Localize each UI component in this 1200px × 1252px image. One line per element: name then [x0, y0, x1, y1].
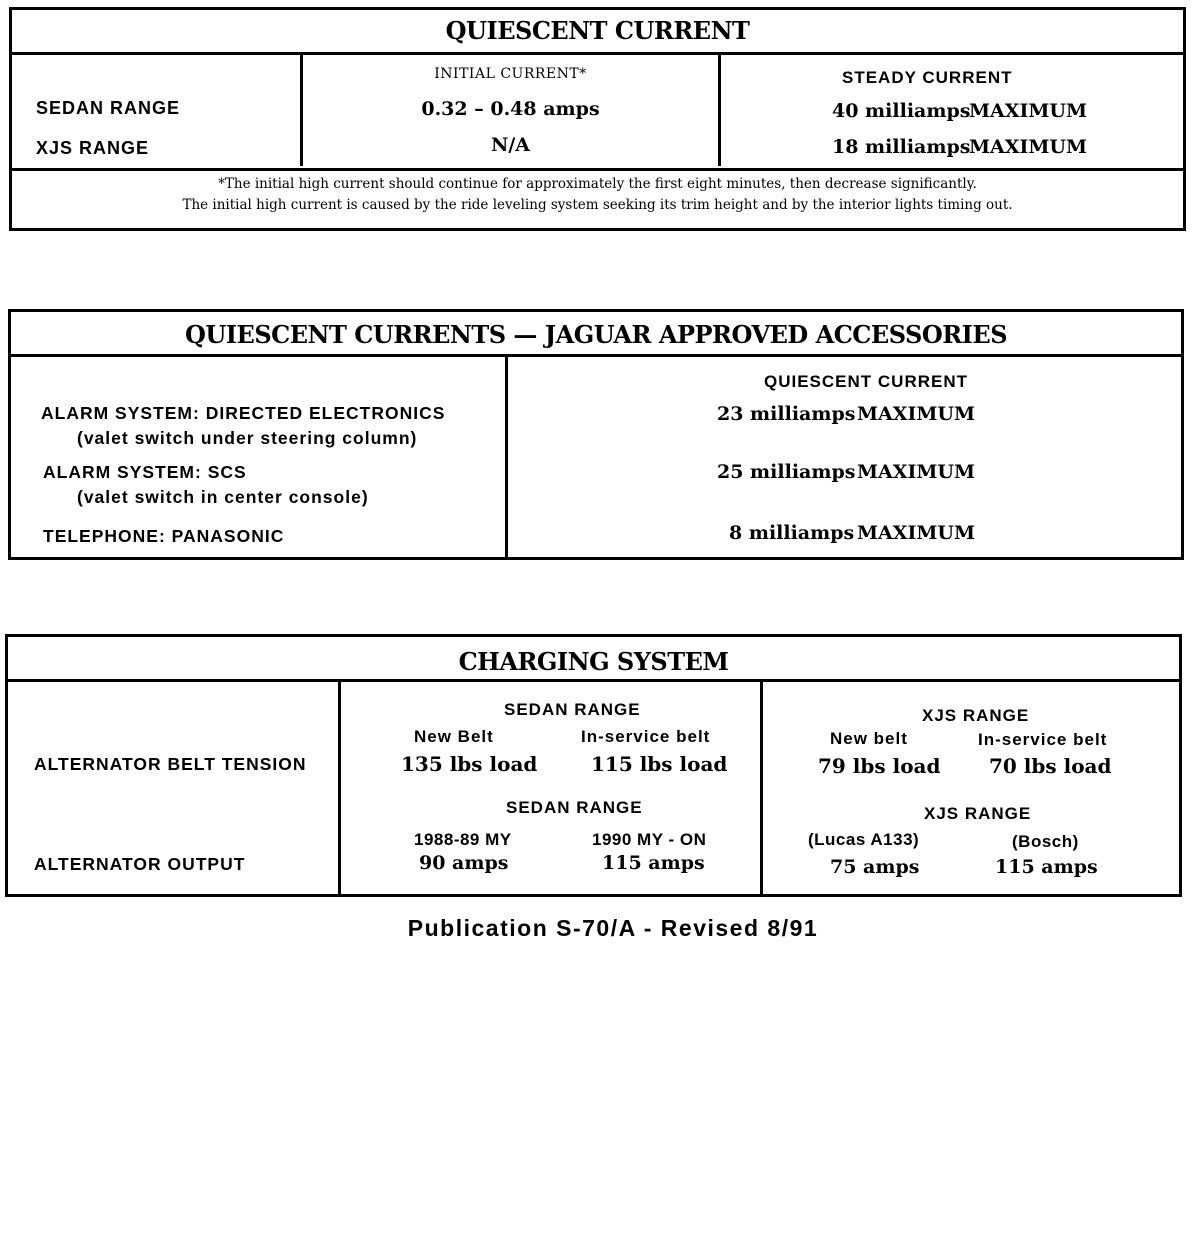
divider — [718, 52, 721, 166]
accessory-note-directed: MAXIMUM — [857, 403, 976, 425]
accessory-note-scs: MAXIMUM — [857, 461, 976, 483]
accessory-value-telephone: 8 milliamps — [729, 522, 855, 544]
sedan-belt-inservice-value: 115 lbs load — [591, 752, 728, 776]
steady-note-sedan: MAXIMUM — [969, 100, 1088, 122]
accessory-label-scs: ALARM SYSTEM: SCS — [43, 462, 247, 482]
divider — [12, 52, 1183, 55]
accessory-label-directed: ALARM SYSTEM: DIRECTED ELECTRONICS — [41, 403, 446, 423]
steady-current-xjs: 18 milliamps — [832, 136, 971, 158]
accessory-note-telephone: MAXIMUM — [857, 522, 976, 544]
xjs-belt-new-value: 79 lbs load — [818, 754, 941, 778]
xjs-belt-inservice-value: 70 lbs load — [989, 754, 1112, 778]
sedan-output-1988-value: 90 amps — [419, 852, 509, 874]
sedan-output-1990-header: 1990 MY - ON — [592, 830, 707, 849]
accessory-label-telephone: TELEPHONE: PANASONIC — [43, 526, 285, 546]
xjs-belt-inservice-header: In-service belt — [978, 730, 1108, 749]
sedan-belt-inservice-header: In-service belt — [581, 727, 711, 746]
accessory-sub-directed: (valet switch under steering column) — [77, 428, 418, 448]
steady-note-xjs: MAXIMUM — [969, 136, 1088, 158]
quiescent-current-title: QUIESCENT CURRENT — [445, 16, 750, 45]
accessory-sub-scs: (valet switch in center console) — [77, 487, 369, 507]
sedan-belt-new-header: New Belt — [414, 727, 494, 746]
sedan-output-1990-value: 115 amps — [602, 852, 705, 874]
divider — [8, 679, 1179, 682]
xjs-output-range: XJS RANGE — [924, 804, 1032, 823]
accessory-value-directed: 23 milliamps — [717, 403, 856, 425]
divider — [11, 354, 1181, 357]
initial-current-sedan: 0.32 – 0.48 amps — [421, 98, 600, 120]
sedan-belt-range: SEDAN RANGE — [504, 700, 641, 719]
divider — [505, 354, 508, 557]
xjs-output-bosch-value: 115 amps — [995, 856, 1098, 878]
charging-system-title: CHARGING SYSTEM — [458, 647, 729, 676]
row-label-xjs: XJS RANGE — [36, 138, 150, 158]
xjs-output-lucas-value: 75 amps — [830, 856, 920, 878]
xjs-belt-range: XJS RANGE — [922, 706, 1030, 725]
xjs-output-bosch-header: (Bosch) — [1012, 832, 1079, 851]
xjs-belt-new-header: New belt — [830, 729, 908, 748]
steady-current-sedan: 40 milliamps — [832, 100, 971, 122]
sedan-belt-new-value: 135 lbs load — [401, 752, 538, 776]
alternator-belt-tension-label: ALTERNATOR BELT TENSION — [34, 754, 307, 774]
initial-current-header: INITIAL CURRENT* — [434, 66, 587, 82]
alternator-output-label: ALTERNATOR OUTPUT — [34, 854, 246, 874]
steady-current-header: STEADY CURRENT — [842, 68, 1013, 87]
divider — [338, 679, 341, 894]
sedan-output-1988-header: 1988-89 MY — [414, 830, 512, 849]
divider — [12, 168, 1183, 171]
initial-current-xjs: N/A — [490, 134, 531, 156]
sedan-output-range: SEDAN RANGE — [506, 798, 643, 817]
accessories-title: QUIESCENT CURRENTS — JAGUAR APPROVED ACCESSORIES — [184, 320, 1008, 349]
charging-system-table — [5, 634, 1182, 897]
row-label-sedan: SEDAN RANGE — [36, 98, 181, 118]
quiescent-current-table — [9, 7, 1186, 231]
footnote-line-1: *The initial high current should continue for approximately the first eight minutes, then decrease significantly. — [218, 176, 977, 192]
footnote-line-2: The initial high current is caused by the ride leveling system seeking its trim height and by the interior lights timing out. — [182, 197, 1013, 213]
divider — [760, 679, 763, 894]
accessories-table — [8, 309, 1184, 560]
accessory-value-scs: 25 milliamps — [717, 461, 856, 483]
xjs-output-lucas-header: (Lucas A133) — [808, 830, 920, 849]
publication-line: Publication S-70/A - Revised 8/91 — [407, 915, 819, 941]
accessories-current-header: QUIESCENT CURRENT — [764, 372, 969, 391]
